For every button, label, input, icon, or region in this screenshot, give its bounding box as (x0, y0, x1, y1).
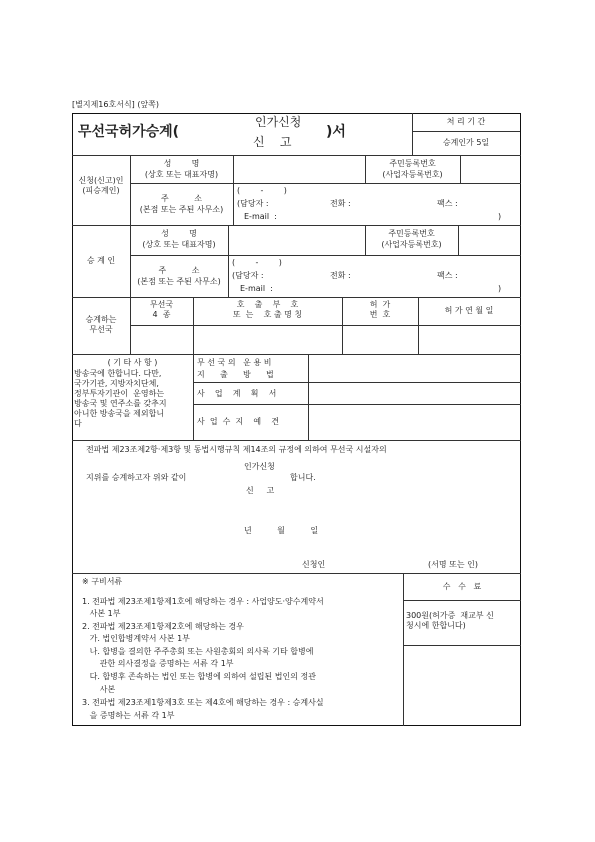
other-notes-title: ( 기 타 사 항 ) (107, 358, 158, 367)
required-doc-item: 다. 합병후 존속하는 법인 또는 합병에 의하여 설립된 법인의 정관 (82, 672, 316, 681)
successor-addr-label: 주 소 (158, 266, 200, 275)
successor-contact-person: (담당자 : (232, 271, 264, 280)
successor-name-sub: (상호 또는 대표자명) (142, 240, 216, 249)
processing-period-label: 처 리 기 간 (446, 117, 486, 126)
successor-fax: 팩스 : (437, 271, 458, 280)
successor-name-label: 성 명 (161, 229, 197, 238)
annex-label: [별지제16호서식] (앞쪽) (72, 100, 160, 109)
declaration-ending: 합니다. (290, 473, 316, 482)
applicant-name-sub: (상호 또는 대표자명) (144, 170, 219, 179)
applicant-contact-person: (담당자 : (237, 199, 269, 208)
successor-phone: 전화 : (330, 271, 351, 280)
successor-close-paren: ) (498, 284, 502, 293)
station-section-label: 승계하는 무선국 (85, 315, 117, 334)
required-doc-item: 2. 전파법 제23조제1항제2호에 해당하는 경우 (82, 622, 244, 631)
successor-rrn-label: 주민등록번호 (388, 229, 435, 238)
applicant-fax: 팩스 : (437, 199, 458, 208)
fee-text: 300원(허가증 재교부 신 청시에 한합니다) (406, 611, 494, 630)
station-type-label: 무선국 4 종 (149, 300, 174, 319)
applicant-name-label: 성 명 (163, 159, 200, 168)
successor-rrn-sub: (사업자등록번호) (381, 240, 442, 249)
frame-left (72, 113, 73, 726)
required-doc-item: 1. 전파법 제23조제1항제1호에 해당하는 경우 : 사업양도·양수계약서 (82, 597, 324, 606)
applicant-email: E-mail : (244, 212, 277, 221)
declaration-line-2: 지위를 승계하고자 위와 같이 (86, 473, 187, 482)
required-doc-item: 3. 전파법 제23조제1항제3호 또는 제4호에 해당하는 경우 : 승계사실 (82, 698, 324, 707)
declaration-option-apply: 인가신청 (244, 462, 275, 471)
successor-addr-sub: (본점 또는 주된 사무소) (137, 277, 221, 286)
applicant-addr-sub: (본점 또는 주된 사무소) (139, 205, 224, 214)
title-option-apply: 인가신청 (255, 115, 302, 129)
applicant-addr-label: 주 소 (161, 194, 202, 203)
required-doc-item: 사본 1부 (82, 609, 121, 618)
other-notes-body: 방송국에 한합니다. 다만, 국가기관, 지방자치단체, 정부투자기관이 운영하는 방송국 및 연주소를 갖추지 아니한 방송국을 제외합니 다 (74, 369, 167, 428)
operation-cost-label: 무 선 국 의 운 용 비 (197, 358, 272, 367)
required-doc-item: 사본 (82, 685, 116, 694)
fee-label: 수 수 료 (442, 582, 482, 591)
frame-right (520, 113, 521, 726)
required-doc-item: 을 증명하는 서류 각 1부 (82, 711, 175, 720)
applicant-section-label: 신청(신고)인 (피승계인) (78, 176, 124, 195)
applicant-postcode: ( - ) (237, 186, 287, 195)
applicant-rrn-label: 주민등록번호 (389, 159, 436, 168)
operation-cost-label-2: 지 출 방 법 (197, 370, 274, 379)
form-title: 무선국허가승계( (78, 124, 180, 140)
successor-section-label: 승 계 인 (86, 256, 116, 265)
applicant-phone: 전화 : (330, 199, 351, 208)
processing-period-value: 승계인가 5일 (442, 138, 490, 147)
required-docs-title: ※ 구비서류 (82, 577, 123, 586)
permit-date-label: 허 가 연 월 일 (444, 306, 494, 315)
frame-top (72, 113, 521, 114)
applicant-close-paren: ) (498, 212, 502, 221)
declaration-date: 년 월 일 (244, 526, 319, 535)
declaration-option-report: 신 고 (246, 486, 275, 495)
form-title-end: )서 (326, 124, 346, 140)
successor-email: E-mail : (240, 284, 273, 293)
required-doc-item: 가. 법인합병계약서 사본 1부 (82, 634, 190, 643)
successor-postcode: ( - ) (232, 258, 282, 267)
required-doc-item: 관한 의사결정을 증명하는 서류 각 1부 (82, 659, 234, 668)
business-plan-label: 사 업 계 획 서 (197, 389, 277, 398)
applicant-rrn-sub: (사업자등록번호) (382, 170, 443, 179)
callsign-label: 호 출 부 호 또 는 호 출 명 칭 (232, 300, 303, 319)
required-doc-item: 나. 합병을 결의한 주주총회 또는 사원총회의 의사록 기타 합병에 (82, 647, 314, 656)
declaration-line-1: 전파법 제23조제2항·제3항 및 동법시행규칙 제14조의 규정에 의하여 무선국 시설자의 (86, 445, 387, 454)
budget-forecast-label: 사 업 수 지 예 견 (197, 417, 279, 426)
signature-seal-label: (서명 또는 인) (428, 560, 478, 569)
applicant-signer-label: 신청인 (302, 560, 326, 569)
title-option-report: 신 고 (253, 135, 292, 149)
permit-number-label: 허 가 번 호 (369, 300, 391, 319)
frame-bottom (72, 725, 521, 726)
